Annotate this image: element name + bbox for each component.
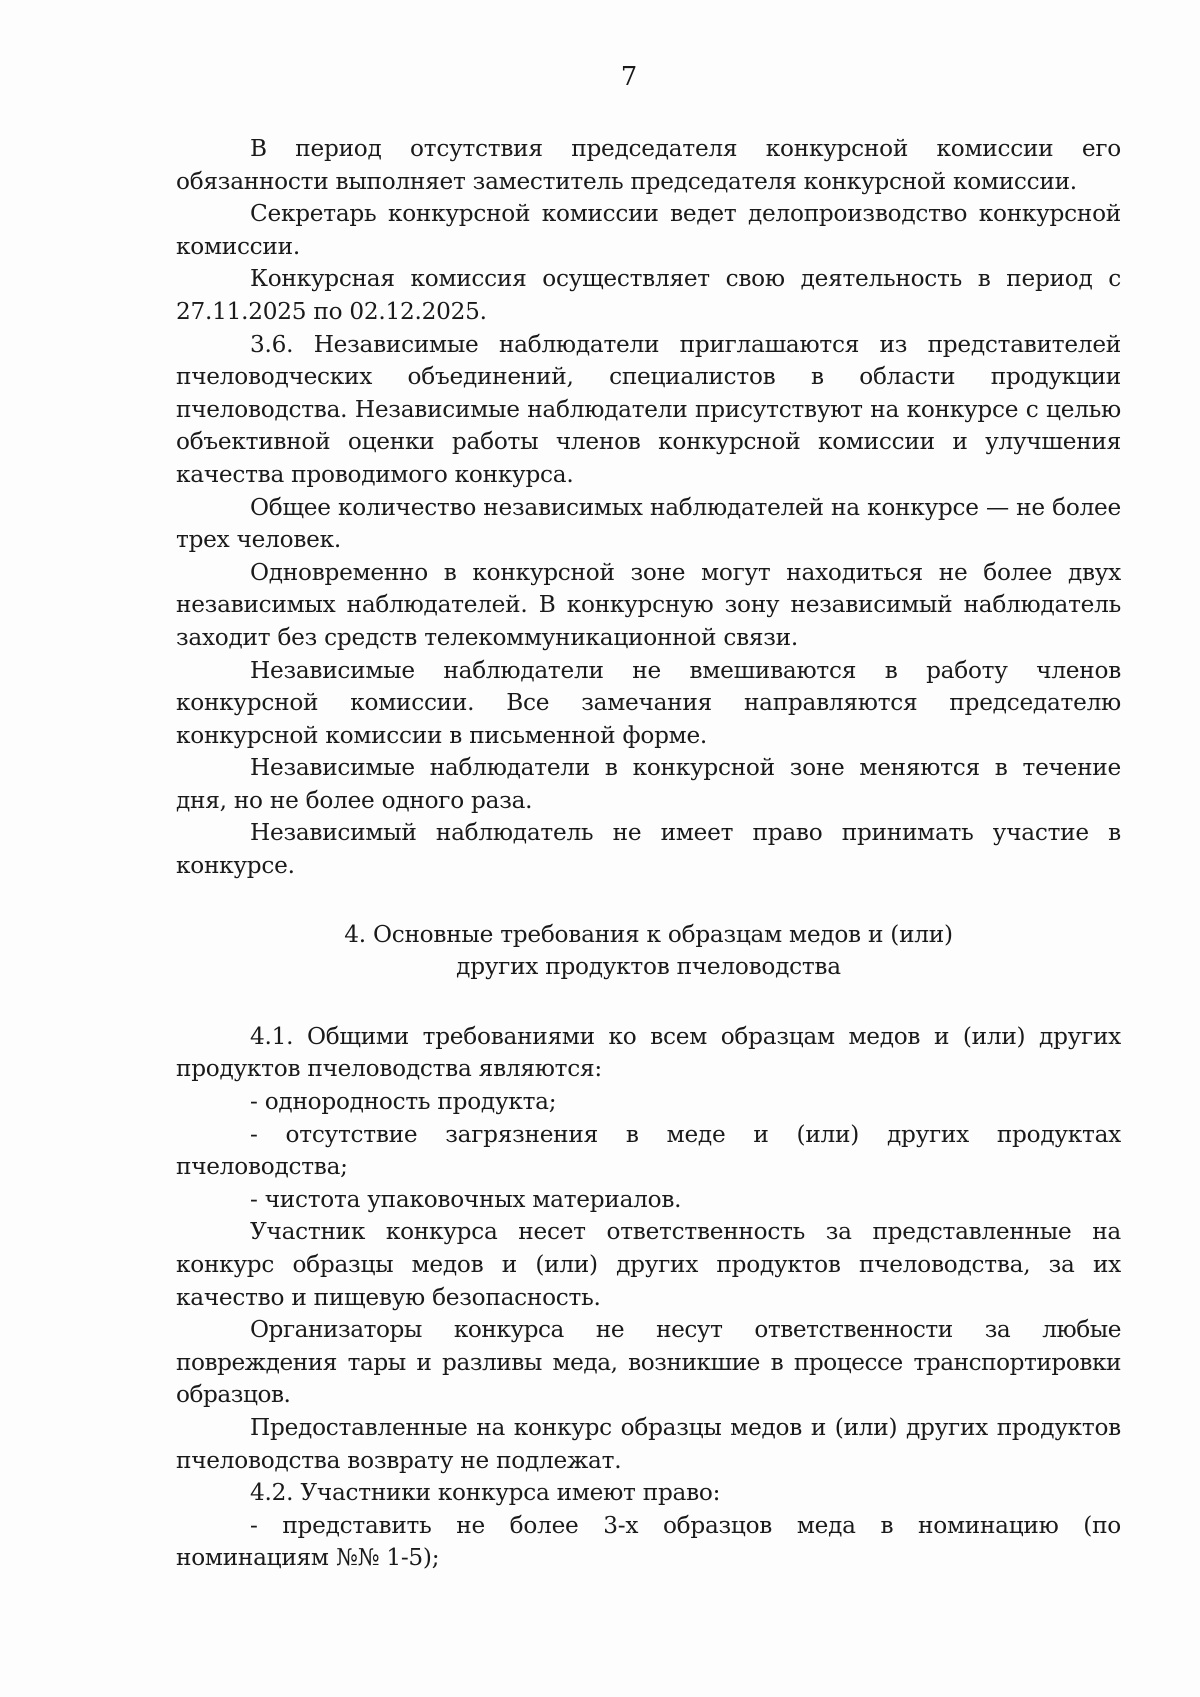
list-item-no-contamination: - отсутствие загрязнения в меде и (или) других продуктах пчеловодства; [176,1120,1121,1181]
paragraph-4-1-general-requirements: 4.1. Общими требованиями ко всем образцам медов и (или) других продуктов пчеловодства являются: [176,1022,1121,1083]
list-item-sample-limit: - представить не более 3-х образцов меда в номинацию (по номинациям №№ 1-5); [176,1511,1121,1572]
paragraph-4-2-participant-rights: 4.2. Участники конкурса имеют право: [250,1479,721,1507]
page-number: 7 [620,62,638,92]
section-heading-line-1: 4. Основные требования к образцам медов и (или) [344,920,953,948]
paragraph-samples-not-returned: Предоставленные на конкурс образцы медов и (или) других продуктов пчеловодства возврату не подлежат. [176,1413,1121,1474]
paragraph-observer-no-participation: Независимый наблюдатель не имеет право принимать участие в конкурсе. [176,819,1121,880]
paragraph-chairman-absence: В период отсутствия председателя конкурсной комиссии его обязанности выполняет заместитель председателя конкурсной комиссии. [176,135,1121,195]
section-heading-line-2: других продуктов пчеловодства [456,953,841,981]
paragraph-3-6-observers: 3.6. Независимые наблюдатели приглашаются из представителей пчеловодческих объединений, специалистов в области продукции пчеловодства. Независимые наблюдатели присутствуют на конкурсе с целью объективной оценки работы членов конкурсной комиссии и улучшения качества проводимого конкурса. [176,330,1121,488]
paragraph-commission-period: Конкурсная комиссия осуществляет свою деятельность в период с 27.11.2025 по 02.12.2025. [176,265,1121,325]
paragraph-participant-responsibility: Участник конкурса несет ответственность за представленные на конкурс образцы медов и (или) других продуктов пчеловодства, за их качество и пищевую безопасность. [176,1218,1121,1311]
paragraph-observers-zone: Одновременно в конкурсной зоне могут находиться не более двух независимых наблюдателей. В конкурсную зону независимый наблюдатель заходит без средств телекоммуникационной связи. [176,558,1121,651]
paragraph-observers-count: Общее количество независимых наблюдателей на конкурсе — не более трех человек. [176,493,1121,554]
paragraph-observers-rotation: Независимые наблюдатели в конкурсной зоне меняются в течение дня, но не более одного раза. [176,754,1121,814]
paragraph-secretary: Секретарь конкурсной комиссии ведет делопроизводство конкурсной комиссии. [176,200,1121,260]
list-item-packaging-cleanliness: - чистота упаковочных материалов. [250,1185,682,1213]
list-item-homogeneity: - однородность продукта; [250,1088,557,1116]
paragraph-organizers-liability: Организаторы конкурса не несут ответственности за любые повреждения тары и разливы меда, возникшие в процессе транспортировки образцов. [176,1316,1121,1409]
document-body [176,133,1121,1575]
paragraph-observers-no-interference: Независимые наблюдатели не вмешиваются в работу членов конкурсной комиссии. Все замечания направляются председателю конкурсной комиссии в письменной форме. [176,656,1121,749]
section-heading [176,919,1121,984]
